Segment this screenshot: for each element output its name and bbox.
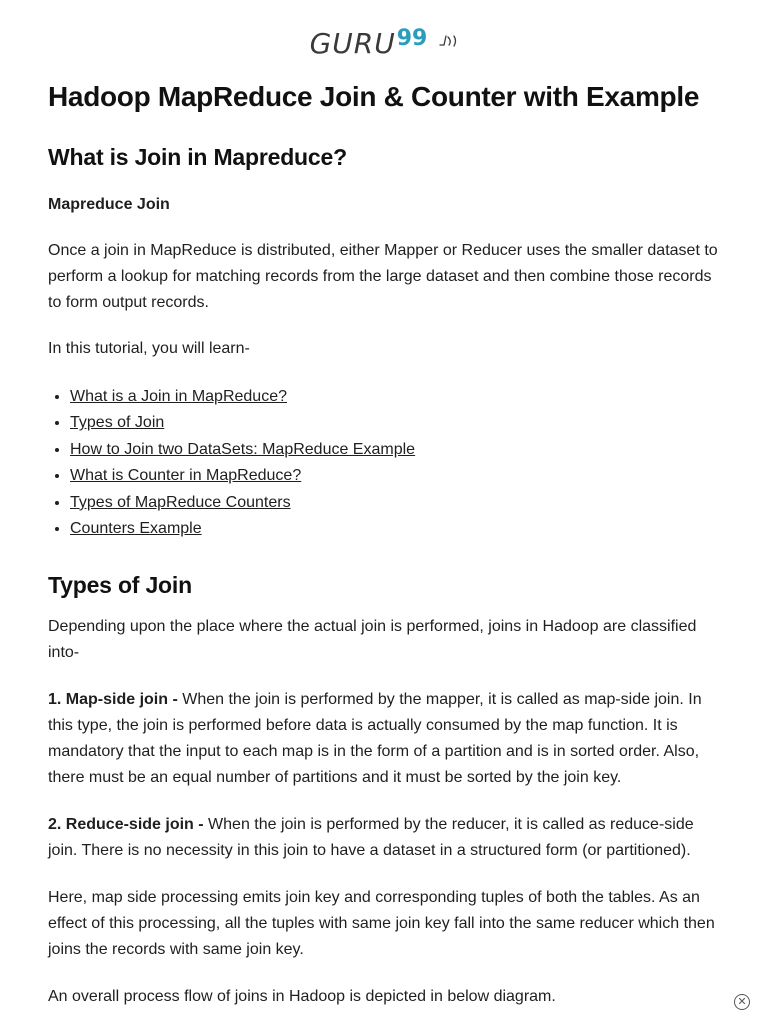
toc-link-types-of-join[interactable]: Types of Join: [70, 414, 165, 432]
reduce-side-join-text: When the join is performed by the reducer, it is called as reduce-side join. There is no necessity in this join to have a dataset in a structured form (or partitioned).: [48, 816, 694, 860]
toc-item: [70, 384, 720, 410]
article-content: [48, 78, 720, 1010]
process-flow-paragraph: An overall process flow of joins in Hadoop is depicted in below diagram.: [48, 988, 556, 1006]
map-side-join-term: 1. Map-side join -: [48, 691, 178, 709]
toc-link-what-is-counter[interactable]: What is Counter in MapReduce?: [70, 467, 302, 485]
toc-item: [70, 516, 720, 542]
classification-paragraph: Depending upon the place where the actual join is performed, joins in Hadoop are classified into-: [48, 618, 697, 662]
map-side-processing-paragraph: Here, map side processing emits join key and corresponding tuples of both the tables. As an effect of this processing, all the tuples with same join key fall into the same reducer which then joins the records with same join key.: [48, 889, 715, 959]
learn-paragraph: In this tutorial, you will learn-: [48, 340, 250, 357]
toc-link-what-is-join[interactable]: What is a Join in MapReduce?: [70, 388, 287, 405]
map-side-join-text: When the join is performed by the mapper, it is called as map-side join. In this type, the join is performed before data is actually consumed by the map function. It is mandatory that the input to each map is in the form of a partition and is in sorted order. Also, there must be an equal number of partitions and it must be sorted by the join key.: [48, 691, 702, 787]
close-icon[interactable]: ✕: [734, 994, 750, 1010]
page-title: Hadoop MapReduce Join & Counter with Example: [48, 81, 700, 112]
site-logo[interactable]: [310, 24, 459, 68]
toc-item: [70, 437, 720, 463]
intro-paragraph: Once a join in MapReduce is distributed, either Mapper or Reducer uses the smaller dataset to perform a lookup for matching records from the large dataset and then combine those records to form output records.: [48, 242, 718, 311]
logo-number: 99: [396, 26, 428, 51]
subheading-mapreduce-join: Mapreduce Join: [48, 196, 170, 213]
section-heading-what-is-join: What is Join in Mapreduce?: [48, 144, 347, 170]
site-header: [0, 24, 768, 64]
toc-link-types-of-counters[interactable]: Types of MapReduce Counters: [70, 493, 291, 511]
logo-wordmark: GURU: [309, 27, 396, 60]
toc-item: [70, 410, 720, 436]
section-heading-types-of-join: Types of Join: [48, 572, 192, 599]
toc-item: [70, 490, 720, 516]
toc-link-counters-example[interactable]: Counters Example: [70, 520, 202, 538]
toc-item: [70, 463, 720, 489]
logo-mark-icon: [438, 33, 458, 49]
reduce-side-join-term: 2. Reduce-side join -: [48, 816, 204, 834]
map-side-join-paragraph: [48, 687, 720, 791]
reduce-side-join-paragraph: [48, 812, 720, 864]
toc-link-join-datasets-example[interactable]: How to Join two DataSets: MapReduce Example: [70, 440, 416, 458]
table-of-contents: [48, 384, 720, 542]
